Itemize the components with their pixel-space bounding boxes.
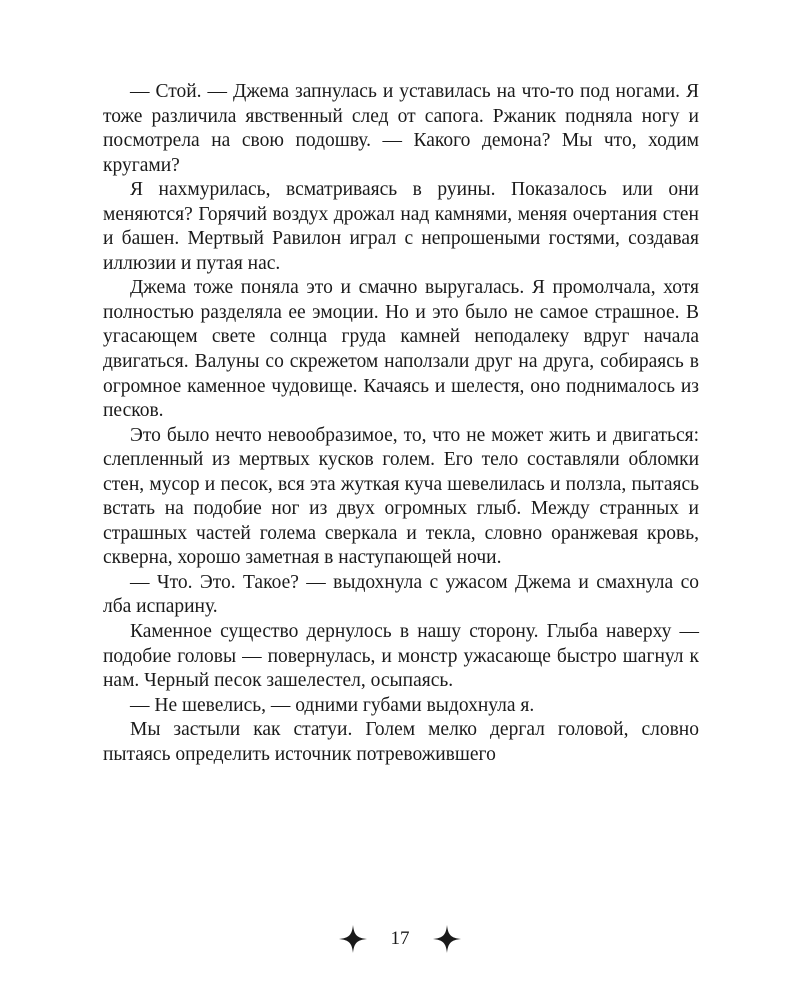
body-text (103, 80, 699, 767)
paragraph-3: Джема тоже поняла это и смачно выругалась. Я промолчала, хотя полностью разделяла ее эмоции. Но и это было не самое страшное. В угасающем свете солнца груда камней неподалеку вдруг начала двигаться. Валуны со скрежетом наползали друг на друга, собираясь в огромное каменное чудовище. Качаясь и шелестя, оно поднималось из песков. (103, 277, 699, 422)
paragraph-7: — Не шевелись, — одними губами выдохнула я. (130, 694, 535, 716)
paragraph-4: Это было нечто невообразимое, то, что не может жить и двигаться: слепленный из мертвых кусков голем. Его тело составляли обломки стен, мусор и песок, вся эта жуткая куча шевелилась и ползла, пытаясь встать на подобие ног из двух огромных глыб. Между странных и страшных частей голема сверкала и текла, словно оранжевая кровь, скверна, хорошо заметная в наступающей ночи. (103, 424, 699, 569)
four-point-star-icon (432, 924, 462, 954)
paragraph-5: — Что. Это. Такое? — выдохнула с ужасом Джема и смахнула со лба испарину. (103, 571, 699, 618)
paragraph-1: — Стой. — Джема запнулась и уставилась на что-то под ногами. Я тоже различила явственный след от сапога. Ржаник подняла ногу и посмотрела на свою подошву. — Какого демона? Мы что, ходим кругами? (103, 81, 699, 176)
page-folio (0, 922, 800, 956)
paragraph-6: Каменное существо дернулось в нашу сторону. Глыба наверху — подобие головы — повернулась, и монстр ужасающе быстро шагнул к нам. Черный песок зашелестел, осыпаясь. (103, 621, 699, 692)
paragraph-2: Я нахмурилась, всматриваясь в руины. Показалось или они меняются? Горячий воздух дрожал над камнями, меняя очертания стен и башен. Мертвый Равилон играл с непрошеными гостями, создавая иллюзии и путая нас. (103, 179, 699, 274)
paragraph-8: Мы застыли как статуи. Голем мелко дергал головой, словно пытаясь определить источник потревожившего (103, 719, 699, 765)
page-number: 17 (390, 928, 410, 949)
four-point-star-icon (338, 924, 368, 954)
